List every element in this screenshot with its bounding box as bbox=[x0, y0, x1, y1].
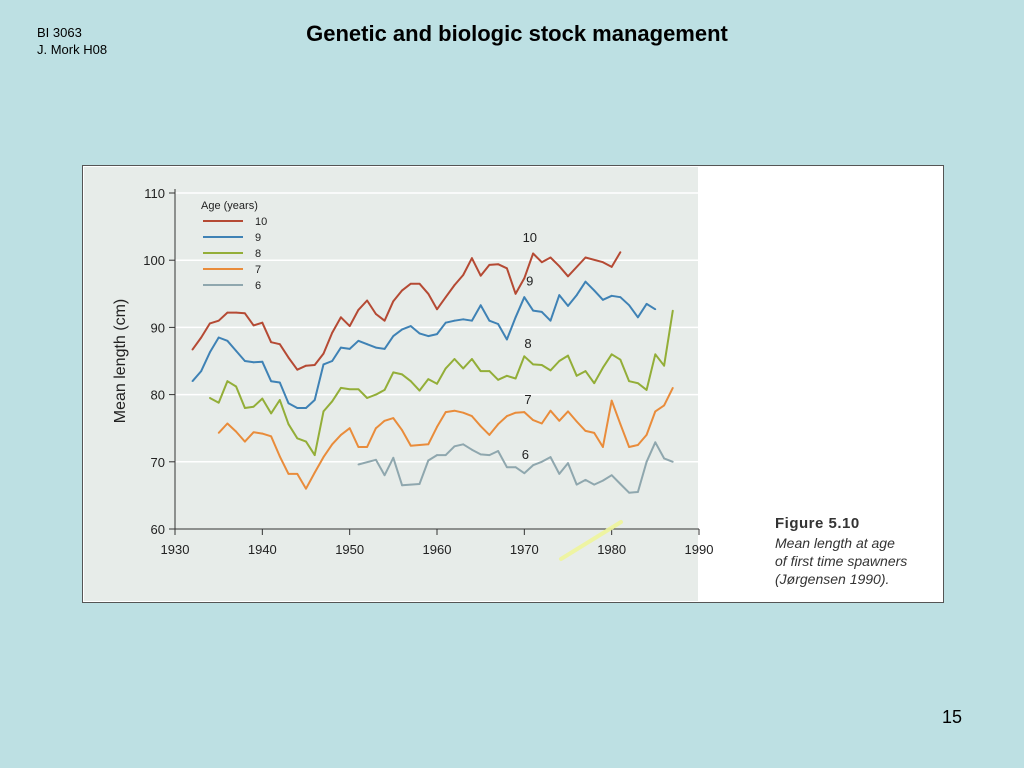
data-point bbox=[279, 382, 281, 384]
caption-line: (Jørgensen 1990). bbox=[775, 571, 890, 587]
data-point bbox=[489, 434, 491, 436]
data-point bbox=[445, 367, 447, 369]
data-point bbox=[637, 444, 639, 446]
series-label-age-10: 10 bbox=[522, 230, 538, 246]
data-point bbox=[419, 333, 421, 335]
data-point bbox=[323, 353, 325, 355]
data-point bbox=[392, 335, 394, 337]
data-point bbox=[620, 251, 622, 253]
series-label-age-9: 9 bbox=[526, 273, 534, 289]
data-point bbox=[558, 420, 560, 422]
data-point bbox=[471, 320, 473, 322]
data-point bbox=[244, 407, 246, 409]
data-point bbox=[192, 349, 194, 351]
data-point bbox=[288, 402, 290, 404]
data-point bbox=[637, 491, 639, 493]
data-point bbox=[541, 261, 543, 263]
y-axis-label: Mean length (cm) bbox=[112, 298, 129, 424]
data-point bbox=[227, 312, 229, 314]
data-point bbox=[454, 358, 456, 360]
data-point bbox=[445, 296, 447, 298]
data-point bbox=[384, 474, 386, 476]
data-point bbox=[314, 454, 316, 456]
data-point bbox=[523, 296, 525, 298]
data-point bbox=[646, 389, 648, 391]
data-point bbox=[593, 484, 595, 486]
data-point bbox=[349, 325, 351, 327]
data-point bbox=[244, 360, 246, 362]
data-point bbox=[279, 343, 281, 345]
data-point bbox=[253, 406, 255, 408]
y-tick-label: 80 bbox=[150, 387, 165, 403]
data-point bbox=[331, 443, 333, 445]
data-point bbox=[585, 430, 587, 432]
data-point bbox=[227, 380, 229, 382]
data-point bbox=[602, 480, 604, 482]
data-point bbox=[375, 313, 377, 315]
data-point bbox=[637, 316, 639, 318]
data-point bbox=[567, 355, 569, 357]
data-point bbox=[497, 423, 499, 425]
data-point bbox=[567, 462, 569, 464]
data-point bbox=[314, 399, 316, 401]
data-point bbox=[427, 443, 429, 445]
x-tick-label: 1950 bbox=[335, 542, 365, 557]
data-point bbox=[558, 360, 560, 362]
data-point bbox=[550, 456, 552, 458]
data-point bbox=[558, 265, 560, 267]
data-point bbox=[349, 427, 351, 429]
data-point bbox=[611, 353, 613, 355]
data-point bbox=[628, 304, 630, 306]
y-tick-label: 90 bbox=[150, 320, 165, 336]
series-label-age-7: 7 bbox=[524, 392, 532, 408]
data-point bbox=[331, 360, 333, 362]
data-point bbox=[427, 293, 429, 295]
data-point bbox=[567, 305, 569, 307]
data-point bbox=[392, 300, 394, 302]
y-tick-label: 110 bbox=[144, 186, 165, 201]
data-point bbox=[576, 294, 578, 296]
data-point bbox=[305, 365, 307, 367]
data-point bbox=[663, 404, 665, 406]
legend-label: 6 bbox=[255, 280, 262, 292]
data-point bbox=[506, 415, 508, 417]
data-point bbox=[480, 454, 482, 456]
data-point bbox=[436, 426, 438, 428]
data-point bbox=[192, 380, 194, 382]
x-tick-label: 1960 bbox=[422, 542, 452, 557]
data-point bbox=[314, 364, 316, 366]
data-point bbox=[672, 310, 674, 312]
data-point bbox=[419, 390, 421, 392]
data-point bbox=[497, 379, 499, 381]
data-point bbox=[392, 372, 394, 374]
data-point bbox=[261, 322, 263, 324]
data-point bbox=[576, 421, 578, 423]
data-point bbox=[384, 348, 386, 350]
data-point bbox=[305, 488, 307, 490]
data-point bbox=[620, 483, 622, 485]
data-point bbox=[235, 386, 237, 388]
data-point bbox=[227, 423, 229, 425]
data-point bbox=[646, 303, 648, 305]
data-point bbox=[366, 446, 368, 448]
data-point bbox=[235, 431, 237, 433]
data-point bbox=[445, 454, 447, 456]
data-point bbox=[541, 311, 543, 313]
data-point bbox=[261, 433, 263, 435]
data-point bbox=[454, 284, 456, 286]
caption-line: Mean length at age bbox=[775, 535, 895, 551]
data-point bbox=[620, 359, 622, 361]
data-point bbox=[244, 312, 246, 314]
data-point bbox=[462, 412, 464, 414]
data-point bbox=[401, 374, 403, 376]
data-point bbox=[427, 378, 429, 380]
data-point bbox=[637, 382, 639, 384]
data-point bbox=[611, 400, 613, 402]
data-point bbox=[384, 389, 386, 391]
data-point bbox=[480, 275, 482, 277]
data-point bbox=[296, 473, 298, 475]
data-point bbox=[375, 427, 377, 429]
figure-panel bbox=[82, 165, 944, 603]
data-point bbox=[541, 423, 543, 425]
data-point bbox=[314, 472, 316, 474]
plot-background bbox=[84, 167, 698, 601]
data-point bbox=[654, 353, 656, 355]
x-tick-label: 1970 bbox=[509, 542, 539, 557]
data-point bbox=[532, 253, 534, 255]
data-point bbox=[270, 341, 272, 343]
page-number: 15 bbox=[942, 707, 963, 727]
data-point bbox=[436, 308, 438, 310]
data-point bbox=[410, 283, 412, 285]
data-point bbox=[515, 412, 517, 414]
data-point bbox=[523, 411, 525, 413]
data-point bbox=[358, 340, 360, 342]
data-point bbox=[436, 383, 438, 385]
data-point bbox=[410, 380, 412, 382]
data-point bbox=[654, 308, 656, 310]
data-point bbox=[550, 410, 552, 412]
data-point bbox=[436, 333, 438, 335]
data-point bbox=[209, 351, 211, 353]
figure-number: Figure 5.10 bbox=[775, 515, 860, 532]
data-point bbox=[296, 437, 298, 439]
data-point bbox=[366, 397, 368, 399]
data-point bbox=[288, 473, 290, 475]
data-point bbox=[349, 348, 351, 350]
data-point bbox=[323, 456, 325, 458]
data-point bbox=[384, 420, 386, 422]
data-point bbox=[654, 411, 656, 413]
data-point bbox=[375, 394, 377, 396]
data-point bbox=[628, 380, 630, 382]
data-point bbox=[305, 441, 307, 443]
data-point bbox=[576, 484, 578, 486]
course-code: BI 3063 bbox=[37, 25, 82, 40]
data-point bbox=[384, 320, 386, 322]
data-point bbox=[541, 364, 543, 366]
data-point bbox=[261, 398, 263, 400]
data-point bbox=[593, 290, 595, 292]
data-point bbox=[471, 415, 473, 417]
data-point bbox=[532, 363, 534, 365]
data-point bbox=[672, 387, 674, 389]
x-tick-label: 1990 bbox=[684, 542, 714, 557]
data-point bbox=[323, 363, 325, 365]
data-point bbox=[358, 309, 360, 311]
x-tick-label: 1940 bbox=[247, 542, 277, 557]
data-point bbox=[200, 370, 202, 372]
data-point bbox=[489, 264, 491, 266]
data-point bbox=[489, 370, 491, 372]
data-point bbox=[611, 474, 613, 476]
data-point bbox=[375, 459, 377, 461]
data-point bbox=[366, 343, 368, 345]
data-point bbox=[611, 295, 613, 297]
data-point bbox=[235, 312, 237, 314]
data-point bbox=[602, 446, 604, 448]
data-point bbox=[515, 466, 517, 468]
data-point bbox=[270, 435, 272, 437]
data-point bbox=[436, 454, 438, 456]
data-point bbox=[567, 411, 569, 413]
data-point bbox=[523, 355, 525, 357]
data-point bbox=[244, 441, 246, 443]
data-point bbox=[506, 339, 508, 341]
data-point bbox=[358, 446, 360, 448]
data-point bbox=[471, 257, 473, 259]
data-point bbox=[628, 446, 630, 448]
data-point bbox=[550, 257, 552, 259]
data-point bbox=[471, 449, 473, 451]
data-point bbox=[497, 450, 499, 452]
data-point bbox=[506, 466, 508, 468]
data-point bbox=[270, 413, 272, 415]
data-point bbox=[489, 320, 491, 322]
data-point bbox=[585, 257, 587, 259]
caption-line: of first time spawners bbox=[775, 553, 908, 569]
data-point bbox=[200, 337, 202, 339]
data-point bbox=[340, 347, 342, 349]
data-point bbox=[532, 464, 534, 466]
data-point bbox=[261, 361, 263, 363]
data-point bbox=[349, 388, 351, 390]
data-point bbox=[585, 281, 587, 283]
data-point bbox=[427, 460, 429, 462]
data-point bbox=[331, 332, 333, 334]
legend-label: 10 bbox=[255, 216, 268, 228]
data-point bbox=[218, 402, 220, 404]
y-tick-label: 70 bbox=[150, 454, 165, 470]
data-point bbox=[515, 378, 517, 380]
data-point bbox=[279, 456, 281, 458]
legend-title: Age (years) bbox=[201, 200, 258, 212]
data-point bbox=[646, 461, 648, 463]
data-point bbox=[602, 367, 604, 369]
data-point bbox=[532, 419, 534, 421]
series-label-age-6: 6 bbox=[521, 447, 529, 463]
data-point bbox=[462, 274, 464, 276]
data-point bbox=[523, 277, 525, 279]
data-point bbox=[296, 369, 298, 371]
data-point bbox=[550, 320, 552, 322]
data-point bbox=[410, 484, 412, 486]
data-point bbox=[305, 407, 307, 409]
data-point bbox=[567, 275, 569, 277]
data-point bbox=[558, 294, 560, 296]
data-point bbox=[218, 337, 220, 339]
data-point bbox=[401, 329, 403, 331]
data-point bbox=[358, 388, 360, 390]
data-point bbox=[454, 320, 456, 322]
data-point bbox=[663, 365, 665, 367]
data-point bbox=[358, 464, 360, 466]
data-point bbox=[515, 316, 517, 318]
data-point bbox=[506, 375, 508, 377]
data-point bbox=[454, 410, 456, 412]
data-point bbox=[480, 304, 482, 306]
data-point bbox=[550, 370, 552, 372]
data-point bbox=[209, 322, 211, 324]
data-point bbox=[532, 310, 534, 312]
data-point bbox=[593, 382, 595, 384]
slide-title: Genetic and biologic stock management bbox=[306, 21, 728, 46]
author-label: J. Mork H08 bbox=[37, 42, 108, 57]
data-point bbox=[410, 445, 412, 447]
data-point bbox=[331, 400, 333, 402]
data-point bbox=[253, 361, 255, 363]
data-point bbox=[497, 263, 499, 265]
data-point bbox=[506, 267, 508, 269]
data-point bbox=[401, 429, 403, 431]
data-point bbox=[279, 399, 281, 401]
data-point bbox=[602, 299, 604, 301]
data-point bbox=[235, 350, 237, 352]
data-point bbox=[523, 472, 525, 474]
data-point bbox=[419, 283, 421, 285]
data-point bbox=[253, 324, 255, 326]
data-point bbox=[541, 461, 543, 463]
data-point bbox=[218, 432, 220, 434]
data-point bbox=[392, 417, 394, 419]
y-tick-label: 60 bbox=[150, 522, 165, 537]
data-point bbox=[462, 367, 464, 369]
figure-caption bbox=[775, 515, 940, 588]
data-point bbox=[620, 296, 622, 298]
caption-text bbox=[775, 534, 940, 588]
data-point bbox=[462, 443, 464, 445]
data-point bbox=[445, 322, 447, 324]
data-point bbox=[654, 441, 656, 443]
data-point bbox=[672, 461, 674, 463]
data-point bbox=[209, 397, 211, 399]
data-point bbox=[611, 266, 613, 268]
data-point bbox=[401, 290, 403, 292]
data-point bbox=[340, 316, 342, 318]
data-point bbox=[585, 479, 587, 481]
data-point bbox=[454, 445, 456, 447]
data-point bbox=[410, 325, 412, 327]
data-point bbox=[270, 380, 272, 382]
data-point bbox=[558, 473, 560, 475]
x-tick-label: 1930 bbox=[160, 542, 190, 557]
data-point bbox=[227, 340, 229, 342]
data-point bbox=[296, 407, 298, 409]
legend-label: 8 bbox=[255, 248, 262, 260]
data-point bbox=[620, 423, 622, 425]
legend-label: 7 bbox=[255, 264, 262, 276]
series-label-age-8: 8 bbox=[524, 336, 532, 352]
data-point bbox=[218, 320, 220, 322]
data-point bbox=[427, 335, 429, 337]
legend-label: 9 bbox=[255, 232, 262, 244]
data-point bbox=[628, 492, 630, 494]
data-point bbox=[288, 357, 290, 359]
data-point bbox=[602, 261, 604, 263]
data-point bbox=[419, 483, 421, 485]
data-point bbox=[585, 370, 587, 372]
data-point bbox=[419, 444, 421, 446]
data-point bbox=[366, 300, 368, 302]
data-point bbox=[340, 387, 342, 389]
data-point bbox=[401, 484, 403, 486]
x-tick-label: 1980 bbox=[597, 542, 627, 557]
data-point bbox=[471, 358, 473, 360]
data-point bbox=[375, 347, 377, 349]
data-point bbox=[576, 375, 578, 377]
data-point bbox=[253, 431, 255, 433]
data-point bbox=[480, 370, 482, 372]
data-point bbox=[445, 411, 447, 413]
data-point bbox=[462, 318, 464, 320]
data-point bbox=[663, 458, 665, 460]
y-tick-label: 100 bbox=[143, 253, 165, 269]
data-point bbox=[593, 432, 595, 434]
data-point bbox=[392, 457, 394, 459]
data-point bbox=[340, 434, 342, 436]
data-point bbox=[323, 411, 325, 413]
data-point bbox=[646, 434, 648, 436]
data-point bbox=[497, 323, 499, 325]
data-point bbox=[489, 454, 491, 456]
data-point bbox=[515, 293, 517, 295]
data-point bbox=[480, 425, 482, 427]
data-point bbox=[288, 423, 290, 425]
